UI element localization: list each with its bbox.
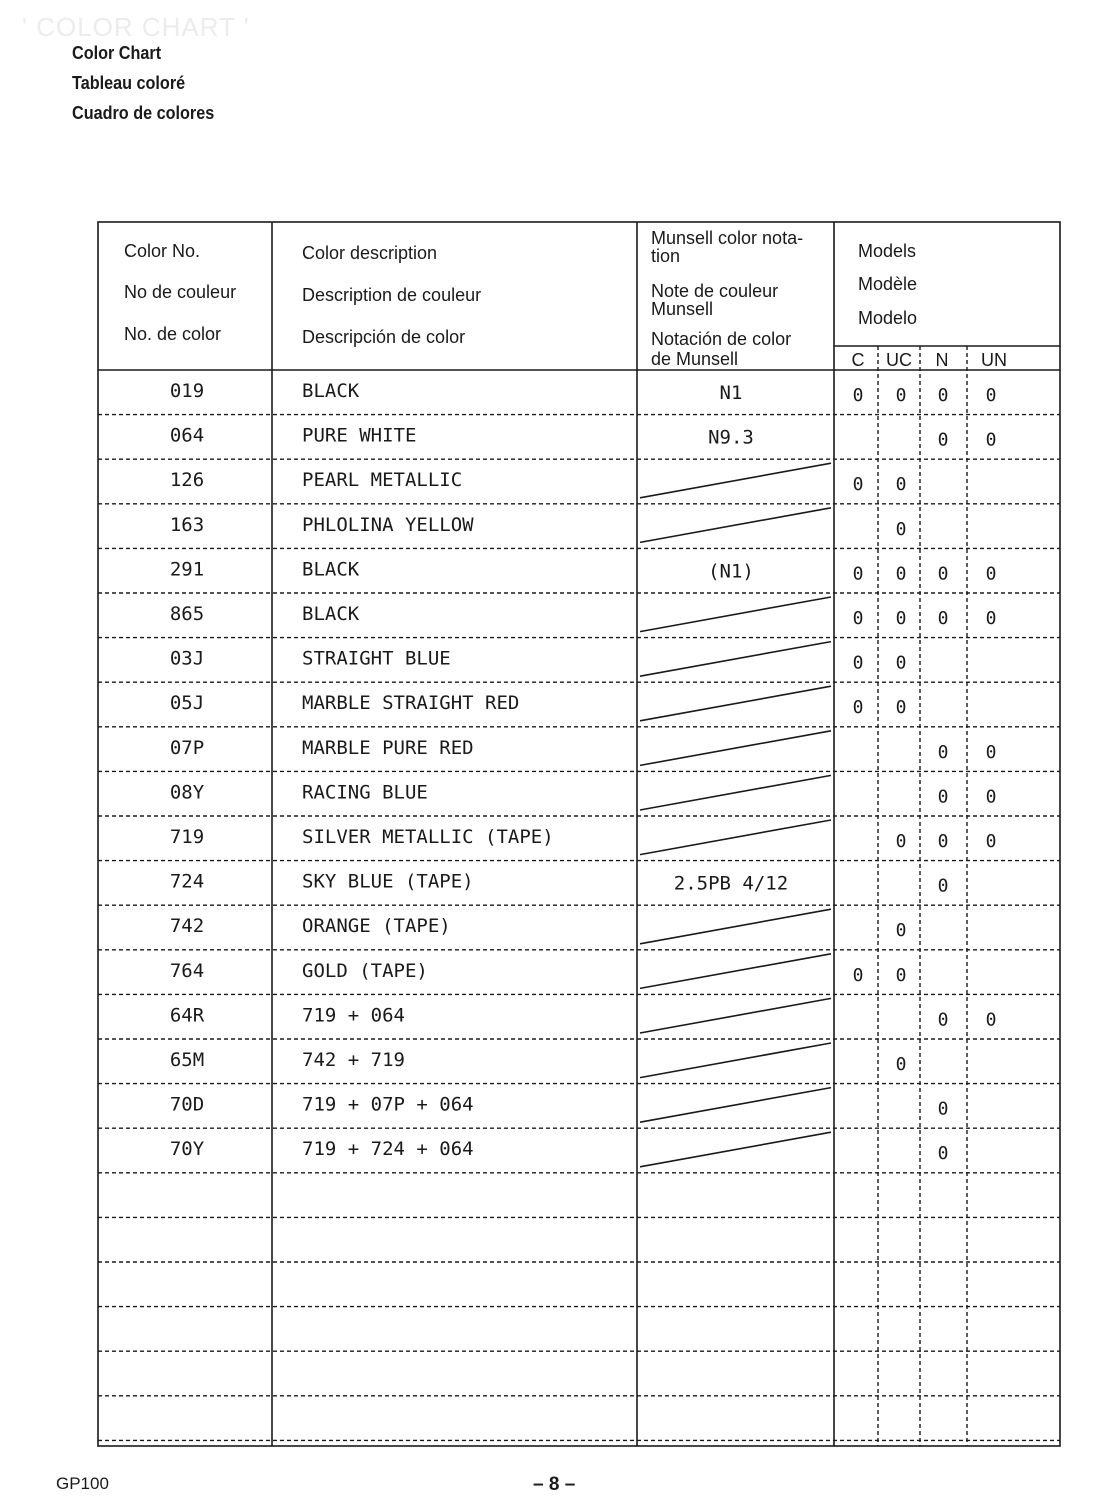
header-munsell-en-2: tion (651, 246, 681, 266)
table-row (170, 1043, 907, 1078)
model-availability-mark: 0 (985, 1009, 997, 1031)
model-availability-mark: 0 (852, 652, 864, 674)
munsell-not-applicable-slash (640, 954, 831, 989)
munsell-not-applicable-slash (640, 1088, 831, 1123)
table-row (170, 425, 997, 451)
model-availability-mark: 0 (852, 385, 864, 406)
color-description: SILVER METALLIC (TAPE) (302, 826, 554, 848)
header-description-es: Descripción de color (302, 327, 466, 347)
table-row (170, 909, 907, 944)
munsell-not-applicable-slash (640, 820, 831, 855)
model-availability-mark: 0 (895, 920, 907, 942)
model-availability-mark: 0 (985, 608, 997, 629)
color-description: 719 + 07P + 064 (302, 1093, 474, 1116)
table-grid (98, 222, 1060, 1446)
color-number: 64R (169, 1004, 205, 1027)
color-number: 70Y (169, 1138, 205, 1161)
header-munsell-fr-1: Note de couleur (651, 281, 779, 301)
model-availability-mark: 0 (895, 964, 907, 986)
color-number: 064 (169, 424, 205, 447)
munsell-notation: N9.3 (708, 426, 754, 449)
header-models-fr: Modèle (858, 274, 918, 294)
table-row (170, 954, 907, 989)
model-availability-mark: 0 (985, 741, 997, 763)
model-availability-mark: 0 (937, 1143, 949, 1165)
munsell-not-applicable-slash (640, 998, 831, 1033)
model-col-uc: UC (886, 350, 912, 370)
model-availability-mark: 0 (937, 831, 949, 852)
color-number: 742 (169, 915, 205, 938)
ghost-heading: ' COLOR CHART ' (22, 12, 250, 42)
color-number: 08Y (169, 781, 205, 804)
munsell-not-applicable-slash (640, 686, 831, 721)
munsell-not-applicable-slash (640, 642, 831, 677)
munsell-not-applicable-slash (640, 508, 831, 543)
table-row (170, 380, 997, 406)
color-number: 764 (169, 959, 205, 982)
model-availability-mark: 0 (937, 786, 949, 808)
model-col-un: UN (981, 350, 1007, 370)
color-description: RACING BLUE (302, 781, 428, 804)
model-availability-mark: 0 (895, 1054, 907, 1075)
model-availability-mark: 0 (985, 563, 997, 585)
munsell-notation: N1 (719, 382, 743, 404)
model-availability-mark: 0 (895, 563, 907, 585)
model-availability-mark: 0 (852, 608, 864, 629)
table-row (170, 558, 997, 584)
color-number: 126 (169, 469, 205, 492)
model-availability-mark: 0 (937, 741, 949, 763)
title-spanish: Cuadro de colores (72, 103, 215, 123)
model-availability-mark: 0 (937, 385, 949, 406)
munsell-not-applicable-slash (640, 1043, 831, 1078)
table-row (170, 820, 997, 855)
header-models-en: Models (858, 241, 917, 261)
color-number: 70D (169, 1093, 205, 1116)
model-availability-mark: 0 (937, 563, 949, 585)
model-col-n: N (935, 350, 949, 370)
table-body (170, 380, 997, 1167)
header-models-es: Modelo (858, 308, 918, 328)
table-frame (98, 222, 1060, 1446)
color-description: BLACK (302, 380, 360, 402)
header-color-no-en: Color No. (124, 241, 201, 261)
munsell-not-applicable-slash (640, 597, 831, 632)
munsell-not-applicable-slash (640, 463, 831, 498)
model-availability-mark: 0 (852, 474, 864, 496)
color-number: 05J (169, 692, 205, 715)
color-description: 742 + 719 (302, 1049, 405, 1071)
color-description: ORANGE (TAPE) (302, 915, 451, 938)
title-english: Color Chart (72, 43, 162, 63)
munsell-not-applicable-slash (640, 775, 831, 810)
model-availability-mark: 0 (937, 1009, 949, 1031)
model-availability-mark: 0 (852, 697, 864, 719)
color-description: 719 + 064 (302, 1004, 405, 1027)
header-color-no-fr: No de couleur (124, 282, 237, 302)
table-row (170, 871, 949, 897)
header-description-en: Color description (302, 243, 438, 263)
model-availability-mark: 0 (895, 831, 907, 852)
model-availability-mark: 0 (895, 385, 907, 406)
color-description: MARBLE PURE RED (302, 736, 474, 759)
model-availability-mark: 0 (895, 608, 907, 629)
model-availability-mark: 0 (937, 875, 949, 897)
munsell-not-applicable-slash (640, 909, 831, 944)
table-row (170, 686, 907, 721)
color-number: 03J (169, 647, 205, 670)
model-availability-mark: 0 (895, 518, 907, 540)
model-availability-mark: 0 (895, 474, 907, 496)
color-number: 65M (169, 1049, 205, 1071)
table-row (170, 463, 907, 498)
color-description: PURE WHITE (302, 424, 417, 447)
table-row (170, 998, 997, 1033)
color-number: 865 (169, 603, 205, 625)
table-row (170, 1132, 949, 1167)
color-description: MARBLE STRAIGHT RED (302, 692, 520, 715)
munsell-notation: 2.5PB 4/12 (673, 872, 789, 895)
color-number: 019 (169, 380, 205, 402)
table-row (170, 642, 907, 677)
table-row (170, 597, 997, 632)
header-munsell-en-1: Munsell color nota- (651, 228, 804, 248)
model-availability-mark: 0 (985, 831, 997, 852)
color-description: 719 + 724 + 064 (302, 1138, 474, 1161)
model-availability-mark: 0 (985, 786, 997, 808)
table-row (170, 731, 997, 766)
table-header (124, 228, 1007, 370)
model-availability-mark: 0 (937, 1098, 949, 1120)
header-description-fr: Description de couleur (302, 285, 482, 305)
table-row (170, 508, 907, 543)
model-availability-mark: 0 (937, 608, 949, 629)
title-french: Tableau coloré (72, 73, 186, 93)
header-munsell-es-1: Notación de color (651, 329, 792, 349)
page-number: – 8 – (533, 1474, 576, 1495)
table-row (170, 1088, 949, 1123)
color-description: GOLD (TAPE) (302, 959, 428, 982)
color-number: 291 (169, 558, 205, 581)
color-description: BLACK (302, 558, 360, 581)
model-availability-mark: 0 (895, 697, 907, 719)
header-munsell-es-2: de Munsell (651, 349, 739, 369)
color-description: SKY BLUE (TAPE) (302, 870, 474, 893)
color-description: PHLOLINA YELLOW (302, 513, 474, 536)
color-description: STRAIGHT BLUE (302, 647, 451, 670)
model-availability-mark: 0 (852, 563, 864, 585)
table-row (170, 775, 997, 810)
model-availability-mark: 0 (852, 964, 864, 986)
color-number: 163 (169, 513, 205, 536)
color-number: 719 (169, 826, 205, 848)
color-description: BLACK (302, 603, 360, 625)
color-number: 724 (169, 870, 205, 893)
color-description: PEARL METALLIC (302, 469, 463, 492)
munsell-not-applicable-slash (640, 1132, 831, 1167)
munsell-not-applicable-slash (640, 731, 831, 766)
model-col-c: C (851, 350, 865, 370)
model-availability-mark: 0 (895, 652, 907, 674)
model-availability-mark: 0 (985, 429, 997, 451)
munsell-notation: (N1) (708, 560, 754, 583)
model-availability-mark: 0 (937, 429, 949, 451)
header-color-no-es: No. de color (124, 324, 222, 344)
header-munsell-fr-2: Munsell (651, 299, 714, 319)
model-availability-mark: 0 (985, 385, 997, 406)
color-number: 07P (169, 736, 205, 759)
model-code-footer: GP100 (56, 1474, 109, 1493)
